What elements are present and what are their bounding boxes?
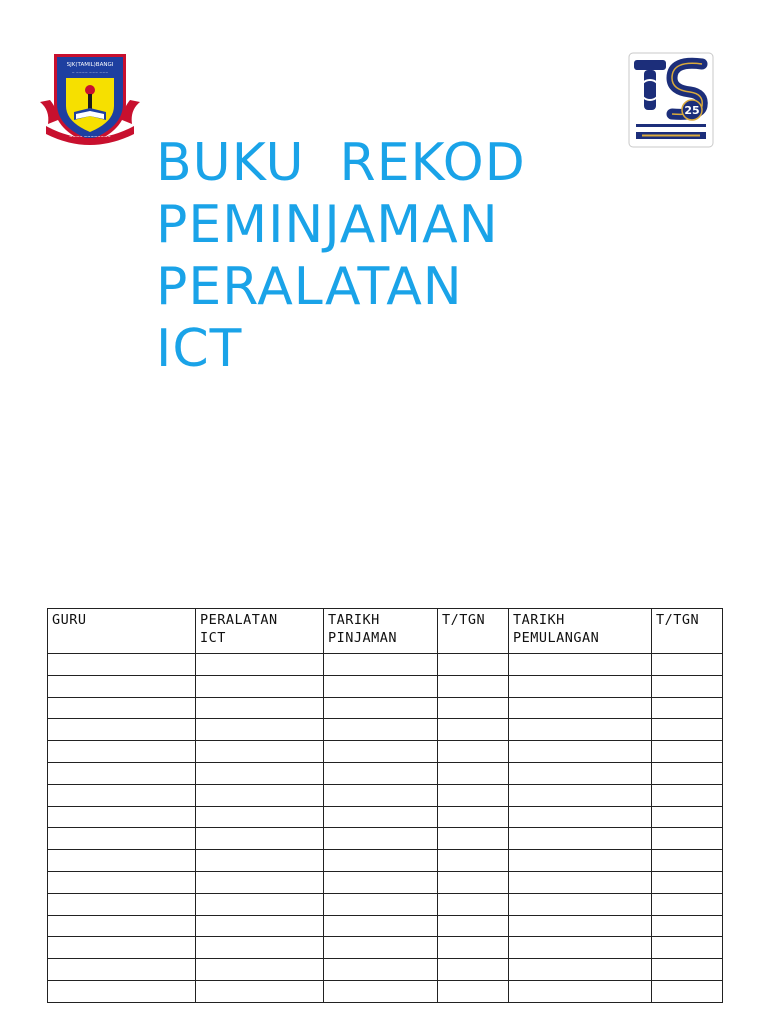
table-cell[interactable] bbox=[652, 959, 723, 981]
table-cell[interactable] bbox=[438, 784, 509, 806]
table-cell[interactable] bbox=[652, 850, 723, 872]
table-row bbox=[48, 871, 723, 893]
table-cell[interactable] bbox=[509, 980, 652, 1002]
table-cell[interactable] bbox=[196, 937, 324, 959]
table-row bbox=[48, 893, 723, 915]
table-row bbox=[48, 719, 723, 741]
table-cell[interactable] bbox=[652, 806, 723, 828]
table-row bbox=[48, 915, 723, 937]
col-header-tarikh-pinjaman: TARIKH PINJAMAN bbox=[324, 609, 438, 654]
svg-text:SJK(TAMIL)BANGI: SJK(TAMIL)BANGI bbox=[66, 62, 114, 68]
svg-text:~~~~ ~~~~~~~~: ~~~~ ~~~~~~~~ bbox=[69, 134, 111, 139]
table-cell[interactable] bbox=[324, 675, 438, 697]
table-cell[interactable] bbox=[324, 762, 438, 784]
table-row bbox=[48, 654, 723, 676]
title-line-1: BUKU REKOD bbox=[156, 133, 526, 193]
table-cell[interactable] bbox=[652, 893, 723, 915]
table-cell[interactable] bbox=[509, 697, 652, 719]
col-header-guru: GURU bbox=[48, 609, 196, 654]
table-cell[interactable] bbox=[196, 719, 324, 741]
table-cell[interactable] bbox=[438, 937, 509, 959]
table-cell[interactable] bbox=[652, 741, 723, 763]
table-cell[interactable] bbox=[48, 697, 196, 719]
page-title bbox=[156, 132, 526, 380]
table-cell[interactable] bbox=[509, 937, 652, 959]
table-cell[interactable] bbox=[509, 915, 652, 937]
school-crest-logo bbox=[36, 50, 144, 148]
svg-text:~ ~~~~ ~~~ ~~~: ~ ~~~~ ~~~ ~~~ bbox=[71, 71, 109, 76]
table-cell[interactable] bbox=[324, 784, 438, 806]
table-cell[interactable] bbox=[48, 741, 196, 763]
table-cell[interactable] bbox=[652, 719, 723, 741]
svg-text:25: 25 bbox=[684, 104, 700, 117]
table-cell[interactable] bbox=[438, 654, 509, 676]
table-cell[interactable] bbox=[196, 915, 324, 937]
table-cell[interactable] bbox=[509, 654, 652, 676]
table-cell[interactable] bbox=[48, 915, 196, 937]
table-cell[interactable] bbox=[48, 937, 196, 959]
ts25-logo bbox=[628, 52, 714, 148]
table-cell[interactable] bbox=[324, 871, 438, 893]
table-cell[interactable] bbox=[652, 980, 723, 1002]
table-cell[interactable] bbox=[438, 850, 509, 872]
table-cell[interactable] bbox=[48, 719, 196, 741]
table-cell[interactable] bbox=[48, 654, 196, 676]
table-cell[interactable] bbox=[652, 915, 723, 937]
table-cell[interactable] bbox=[324, 741, 438, 763]
col-header-ttgn-pemulangan: T/TGN bbox=[652, 609, 723, 654]
table-cell[interactable] bbox=[509, 675, 652, 697]
col-header-tarikh-pemulangan: TARIKH PEMULANGAN bbox=[509, 609, 652, 654]
table-row bbox=[48, 697, 723, 719]
table-cell[interactable] bbox=[509, 828, 652, 850]
table-cell[interactable] bbox=[438, 806, 509, 828]
table-row bbox=[48, 937, 723, 959]
table-cell[interactable] bbox=[324, 654, 438, 676]
table-row bbox=[48, 741, 723, 763]
table-header-row bbox=[48, 609, 723, 654]
table-cell[interactable] bbox=[196, 959, 324, 981]
table-row bbox=[48, 806, 723, 828]
table-cell[interactable] bbox=[196, 654, 324, 676]
table-cell[interactable] bbox=[324, 915, 438, 937]
table-cell[interactable] bbox=[438, 697, 509, 719]
ts25-emblem-icon bbox=[628, 52, 714, 148]
table-cell[interactable] bbox=[196, 762, 324, 784]
table-cell[interactable] bbox=[196, 784, 324, 806]
table-cell[interactable] bbox=[438, 959, 509, 981]
title-line-2: PEMINJAMAN bbox=[156, 195, 499, 255]
table-row bbox=[48, 959, 723, 981]
table-row bbox=[48, 675, 723, 697]
loan-record-table bbox=[47, 608, 723, 1003]
table-cell[interactable] bbox=[196, 675, 324, 697]
table-cell[interactable] bbox=[652, 697, 723, 719]
table-cell[interactable] bbox=[438, 719, 509, 741]
table-cell[interactable] bbox=[438, 741, 509, 763]
table-cell[interactable] bbox=[509, 893, 652, 915]
table-cell[interactable] bbox=[438, 871, 509, 893]
table-cell[interactable] bbox=[48, 893, 196, 915]
table-cell[interactable] bbox=[652, 762, 723, 784]
table-cell[interactable] bbox=[48, 675, 196, 697]
table-cell[interactable] bbox=[509, 741, 652, 763]
table-cell[interactable] bbox=[652, 654, 723, 676]
table-cell[interactable] bbox=[509, 871, 652, 893]
table-row bbox=[48, 828, 723, 850]
table-cell[interactable] bbox=[438, 980, 509, 1002]
table-cell[interactable] bbox=[509, 719, 652, 741]
table-row bbox=[48, 980, 723, 1002]
table-cell[interactable] bbox=[438, 762, 509, 784]
table-cell[interactable] bbox=[324, 893, 438, 915]
table-cell[interactable] bbox=[48, 784, 196, 806]
school-crest-icon bbox=[36, 50, 144, 148]
table-cell[interactable] bbox=[509, 850, 652, 872]
table-cell[interactable] bbox=[324, 828, 438, 850]
table-cell[interactable] bbox=[324, 959, 438, 981]
table-cell[interactable] bbox=[48, 828, 196, 850]
table-cell[interactable] bbox=[652, 675, 723, 697]
table-cell[interactable] bbox=[48, 850, 196, 872]
table-cell[interactable] bbox=[509, 806, 652, 828]
table-row bbox=[48, 850, 723, 872]
table-cell[interactable] bbox=[324, 697, 438, 719]
title-line-4: ICT bbox=[156, 319, 243, 379]
table-cell[interactable] bbox=[652, 784, 723, 806]
table-cell[interactable] bbox=[438, 675, 509, 697]
table-cell[interactable] bbox=[438, 893, 509, 915]
table-cell[interactable] bbox=[509, 762, 652, 784]
table-cell[interactable] bbox=[196, 980, 324, 1002]
table-cell[interactable] bbox=[196, 871, 324, 893]
table-cell[interactable] bbox=[509, 959, 652, 981]
table-cell[interactable] bbox=[652, 828, 723, 850]
col-header-peralatan-ict: PERALATAN ICT bbox=[196, 609, 324, 654]
table-row bbox=[48, 762, 723, 784]
table-cell[interactable] bbox=[324, 980, 438, 1002]
table-cell[interactable] bbox=[196, 741, 324, 763]
table-cell[interactable] bbox=[196, 893, 324, 915]
table-cell[interactable] bbox=[48, 871, 196, 893]
table-cell[interactable] bbox=[652, 871, 723, 893]
table-cell[interactable] bbox=[48, 980, 196, 1002]
title-line-3: PERALATAN bbox=[156, 257, 463, 317]
table-cell[interactable] bbox=[48, 762, 196, 784]
table-cell[interactable] bbox=[324, 937, 438, 959]
table-cell[interactable] bbox=[48, 959, 196, 981]
table-cell[interactable] bbox=[324, 850, 438, 872]
table-cell[interactable] bbox=[324, 719, 438, 741]
table-cell[interactable] bbox=[652, 937, 723, 959]
table-cell[interactable] bbox=[196, 806, 324, 828]
table-cell[interactable] bbox=[509, 784, 652, 806]
table-cell[interactable] bbox=[196, 697, 324, 719]
table-cell[interactable] bbox=[196, 850, 324, 872]
table-cell[interactable] bbox=[324, 806, 438, 828]
table-cell[interactable] bbox=[438, 828, 509, 850]
table-cell[interactable] bbox=[438, 915, 509, 937]
table-cell[interactable] bbox=[196, 828, 324, 850]
table-row bbox=[48, 784, 723, 806]
table-body bbox=[48, 654, 723, 1003]
col-header-ttgn-pinjaman: T/TGN bbox=[438, 609, 509, 654]
table-cell[interactable] bbox=[48, 806, 196, 828]
